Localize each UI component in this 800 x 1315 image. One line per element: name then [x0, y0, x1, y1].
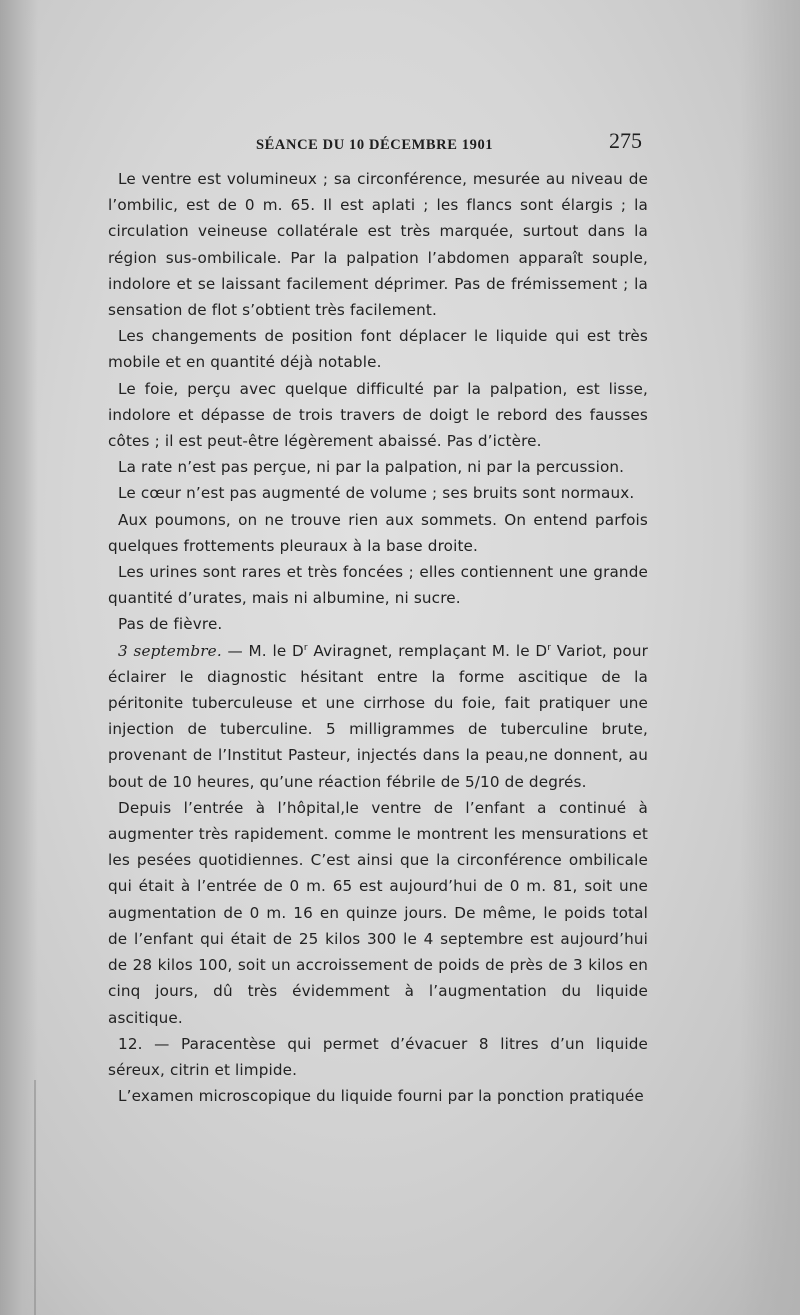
paragraph-fever: Pas de fièvre.: [118, 615, 223, 634]
paragraph-paracentesis: 12. — Paracentèse qui permet d’évacuer 8 litres d’un liquide séreux, citrin et limpide.: [108, 1034, 648, 1079]
paragraph-liver: Le foie, perçu avec quelque difficulté par la palpation, est lisse, indolore et dépasse de trois travers de doigt le rebord des fausses côtes ; il est peut-être légèrement abaissé. Pas d’ictère.: [108, 379, 648, 451]
paragraph-microscopy: L’examen microscopique du liquide fourni par la ponction pratiquée: [118, 1087, 644, 1106]
page-shadow-right: [740, 0, 800, 1315]
paragraph-lungs: Aux poumons, on ne trouve rien aux sommets. On entend parfois quelques frottements pleuraux à la base droite.: [108, 510, 648, 555]
paragraph-position: Les changements de position font déplacer le liquide qui est très mobile et en quantité déjà notable.: [108, 327, 648, 372]
paragraph-abdomen: Le ventre est volumineux ; sa circonférence, mesurée au niveau de l’ombilic, est de 0 m. 65. Il est aplati ; les flancs sont élargis ; la circulation veineuse collatérale est très marquée, surtout dans la région sus-ombilicale. Par la palpation l’abdomen apparaît souple, indolore et se laissant facilement déprimer. Pas de frémissement ; la sensation de flot s’obtient très facilement.: [108, 170, 648, 320]
running-head: SÉANCE DU 10 DÉCEMBRE 1901: [256, 137, 494, 153]
superscript: r: [547, 642, 552, 653]
page-number: 275: [609, 128, 642, 153]
page-header: [108, 128, 648, 162]
paragraph-spleen: La rate n’est pas perçue, ni par la palpation, ni par la percussion.: [118, 458, 625, 477]
paragraph-growth: Depuis l’entrée à l’hôpital,le ventre de l’enfant a continué à augmenter très rapidement. comme le montrent les mensurations et les pesées quotidiennes. C’est ainsi que la circonférence ombilicale qui était à l’entrée de 0 m. 65 est aujourd’hui de 0 m. 81, soit une augmentation de 0 m. 16 en quinze jours. De même, le poids total de l’enfant qui était de 25 kilos 300 le 4 septembre est aujourd’hui de 28 kilos 100, soit un accroissement de poids de près de 3 kilos en cinq jours, dû très évidemment à l’augmentation du liquide ascitique.: [108, 798, 648, 1027]
text-run: — M. le D: [221, 641, 304, 660]
page-fold-mark: [34, 1080, 36, 1315]
paragraph-heart: Le cœur n’est pas augmenté de volume ; ses bruits sont normaux.: [118, 484, 635, 503]
text-run: Variot, pour éclairer le diagnostic hésitant entre la forme ascitique de la péritonite tuberculeuse et une cirrhose du foie, fait pratiquer une injection de tuberculine. 5 milligrammes de tuberculine brute, provenant de l’Institut Pasteur, injectés dans la peau,ne donnent, au bout de 10 heures, qu’une réaction fébrile de 5/10 de degrés.: [108, 641, 649, 791]
paragraph-urine: Les urines sont rares et très foncées ; elles contiennent une grande quantité d’urates, mais ni albumine, ni sucre.: [108, 563, 648, 608]
paragraph-september-3: [108, 638, 648, 795]
text-run: Aviragnet, remplaçant M. le D: [307, 641, 548, 660]
body-text: [108, 166, 648, 1109]
superscript: r: [303, 642, 308, 653]
date-label: 3 septembre.: [118, 641, 222, 660]
page-shadow-left: [0, 0, 38, 1315]
